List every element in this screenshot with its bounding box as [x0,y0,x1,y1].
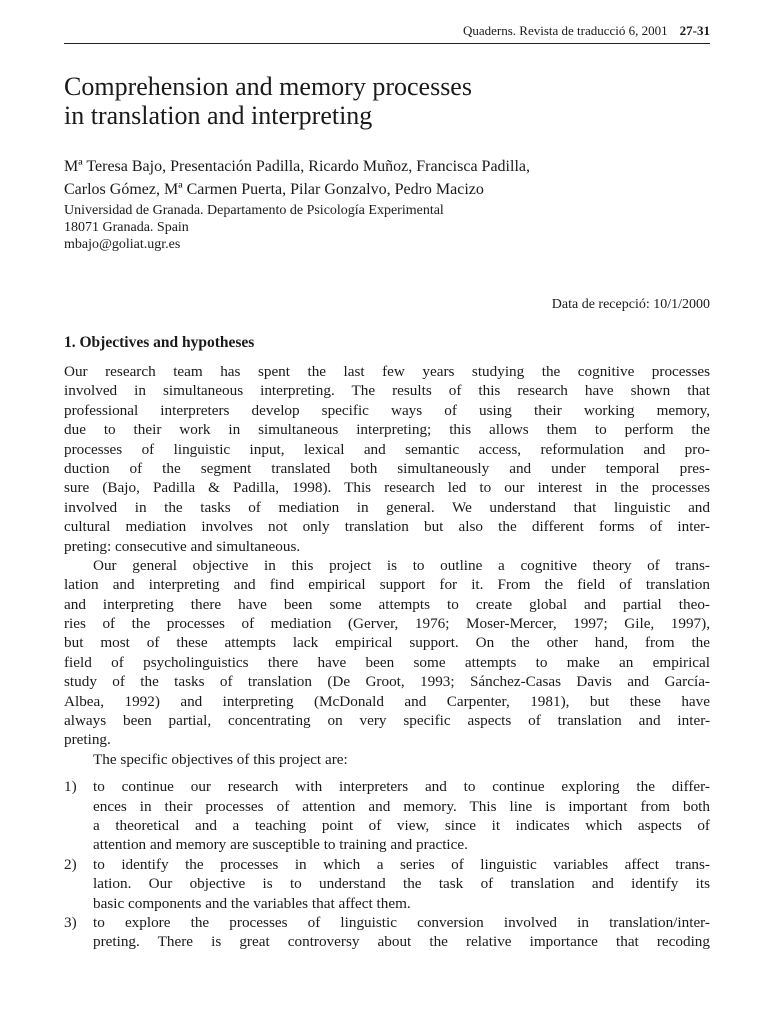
text-line: to explore the processes of linguistic conversion involved in translation/inter- [93,913,710,931]
running-header [463,23,710,39]
article-title [64,72,472,130]
list-item [64,777,710,855]
author-line: Mª Teresa Bajo, Presentación Padilla, Ricardo Muñoz, Francisca Padilla, [64,158,530,175]
text-line: to identify the processes in which a series of linguistic variables affect trans- [93,855,710,873]
text-line: but most of these attempts lack empirical support. On the other hand, from the [64,634,710,652]
list-number: 3) [64,913,77,931]
title-line: in translation and interpreting [64,101,373,130]
header-rule [64,43,710,44]
text-line: field of psycholinguistics there have been some attempts to make an empirical [64,653,710,671]
affiliation-line: 18071 Granada. Spain [64,220,189,235]
text-line: processes of linguistic input, lexical and semantic access, reformulation and pro- [64,440,710,458]
list-number: 2) [64,855,77,873]
text-line: and interpreting there have been some attempts to create global and partial theo- [64,595,710,613]
text-line: preting: consecutive and simultaneous. [64,537,301,555]
text-line: ences in their processes of attention and memory. This line is important from both [93,797,710,815]
text-line: involved in simultaneous interpreting. The results of this research have shown that [64,382,710,400]
text-line: preting. There is great controversy about the relative importance that recoding [93,933,710,951]
author-list [64,155,530,201]
affiliation [64,202,444,253]
list-number: 1) [64,778,77,796]
text-line: sure (Bajo, Padilla & Padilla, 1998). This research led to our interest in the processes [64,479,710,497]
text-line: preting. [64,731,111,749]
text-line: to continue our research with interpreters and to continue exploring the differ- [93,778,710,796]
text-line: basic components and the variables that affect them. [93,894,411,912]
text-line: due to their work in simultaneous interpreting; this allows them to perform the [64,421,710,439]
text-line: ries of the processes of mediation (Gerver, 1976; Moser-Mercer, 1997; Gile, 1997), [64,615,710,633]
affiliation-line: Universidad de Granada. Departamento de Psicología Experimental [64,203,444,218]
list-item [64,855,710,913]
paragraph-3 [64,750,710,769]
objectives-list [64,777,710,952]
list-gap [64,769,710,777]
text-line: lation. Our objective is to understand the task of translation and identify its [93,875,710,893]
title-line: Comprehension and memory processes [64,72,472,101]
text-line: involved in the tasks of mediation in general. We understand that linguistic and [64,498,710,516]
page-range: 27-31 [679,23,710,38]
text-line: a theoretical and a teaching point of view, since it indicates which aspects of [93,816,710,834]
text-line: lation and interpreting and find empirical support for it. From the field of translation [64,576,710,594]
article-page [64,0,710,1024]
text-line: The specific objectives of this project are: [93,750,348,768]
received-date: Data de recepció: 10/1/2000 [551,297,710,312]
list-item [64,913,710,952]
journal-name: Quaderns. Revista de traducció 6, 2001 [462,23,668,38]
paragraph-2 [64,556,710,750]
text-line: Albea, 1992) and interpreting (McDonald and Carpenter, 1981), but these have [64,692,710,710]
section-heading: 1. Objectives and hypotheses [64,334,255,351]
author-email: mbajo@goliat.ugr.es [64,237,181,252]
paragraph-1 [64,362,710,556]
text-line: Our general objective in this project is to outline a cognitive theory of trans- [93,556,710,574]
body-text [64,362,710,952]
author-line: Carlos Gómez, Mª Carmen Puerta, Pilar Gonzalvo, Pedro Macizo [64,181,484,198]
text-line: cultural mediation involves not only translation but also the different forms of inter- [64,518,710,536]
text-line: study of the tasks of translation (De Groot, 1993; Sánchez-Casas Davis and García- [64,673,710,691]
text-line: professional interpreters develop specific ways of using their working memory, [64,401,710,419]
text-line: attention and memory are susceptible to training and practice. [93,836,468,854]
text-line: duction of the segment translated both simultaneously and under temporal pres- [64,459,710,477]
text-line: always been partial, concentrating on very specific aspects of translation and inter- [64,712,710,730]
text-line: Our research team has spent the last few years studying the cognitive processes [64,363,710,380]
